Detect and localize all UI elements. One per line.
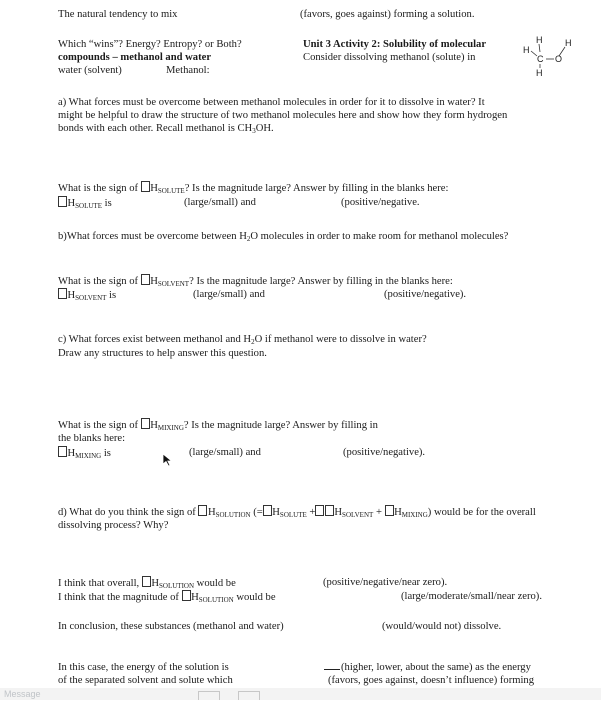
intro-water: water (solvent) <box>58 65 122 76</box>
methanol-structure <box>518 34 580 80</box>
part-a-sign-question: What is the sign of $H_{SOLUTE}$? Is the magnitude large? Answer by filling in the blanks here: <box>58 183 449 195</box>
delta-symbol-icon <box>385 505 394 516</box>
delta-symbol-icon <box>198 505 207 516</box>
part-b-sign-question: What is the sign of $H_{SOLVENT}$? Is the magnitude large? Answer by filling in the blanks here: <box>58 276 453 288</box>
part-c-sign-question: What is the sign of $H_{MIXING}$? Is the magnitude large? Answer by filling in <box>58 420 378 432</box>
energy-options1: (higher, lower, about the same) as the energy <box>324 661 531 674</box>
intro-consider: Consider dissolving methanol (solute) in <box>303 52 476 63</box>
delta-symbol-icon <box>58 446 67 457</box>
delta-symbol-icon <box>141 274 150 285</box>
delta-symbol-icon <box>141 418 150 429</box>
delta-symbol-icon <box>325 505 334 516</box>
message-placeholder[interactable]: Message <box>4 689 41 699</box>
delta-symbol-icon <box>142 576 151 587</box>
part-a-blank-label: $H_{SOLUTE}$ is <box>58 196 112 210</box>
part-b-blank-label: $H_{SOLVENT}$ is <box>58 288 116 302</box>
part-c-blank-label: $H_{MIXING}$ is <box>58 446 111 460</box>
think-magnitude-options: (large/moderate/small/near zero). <box>401 591 542 602</box>
part-a-line3: bonds with each other. Recall methanol is $CH_3OH$. <box>58 123 274 135</box>
part-c-line1: c) What forces exist between methanol and $H_2O$ if methanol were to dissolve in water? <box>58 334 427 346</box>
part-a-pos-neg: (positive/negative. <box>341 197 420 208</box>
unit-title: Unit 3 Activity 2: Solubility of molecular <box>303 39 487 50</box>
mouse-cursor-icon <box>162 453 174 467</box>
header-right: (favors, goes against) forming a solution. <box>300 9 475 20</box>
part-d-line2: dissolving process? Why? <box>58 520 169 531</box>
part-c-sign-line2: the blanks here: <box>58 433 126 444</box>
energy-options2: (favors, goes against, doesn’t influence) forming <box>328 675 535 686</box>
intro-compounds: compounds – methanol and water <box>58 52 212 63</box>
delta-symbol-icon <box>315 505 324 516</box>
part-c-large-small: (large/small) and <box>189 447 261 458</box>
molecule-o: O <box>555 54 563 64</box>
message-bar[interactable] <box>0 688 601 700</box>
part-c-line2: Draw any structures to help answer this question. <box>58 348 267 359</box>
intro-methanol: Methanol: <box>166 65 210 76</box>
molecule-h-right: H <box>565 38 572 48</box>
molecule-h-top: H <box>536 35 543 45</box>
part-a-line1: a) What forces must be overcome between methanol molecules in order for it to dissolve in water? It <box>58 97 485 108</box>
part-a-large-small: (large/small) and <box>184 197 256 208</box>
molecule-h-left: H <box>523 45 530 55</box>
delta-symbol-icon <box>58 196 67 207</box>
emoji-icon[interactable] <box>238 691 260 700</box>
delta-symbol-icon <box>141 181 150 192</box>
molecule-c: C <box>537 54 544 64</box>
think-overall-options: (positive/negative/near zero). <box>323 577 448 588</box>
think-magnitude: I think that the magnitude of $H_{SOLUTION}$ would be <box>58 592 276 604</box>
part-b-question: b)What forces must be overcome between $H_2O$ molecules in order to make room for methanol molecules? <box>58 231 509 243</box>
part-b-pos-neg: (positive/negative). <box>384 289 467 300</box>
think-overall: I think that overall, $H_{SOLUTION}$ would be <box>58 578 236 590</box>
keyboard-icon[interactable] <box>198 691 220 700</box>
part-b-large-small: (large/small) and <box>193 289 265 300</box>
energy-line1: In this case, the energy of the solution is <box>58 662 229 673</box>
delta-symbol-icon <box>58 288 67 299</box>
conclusion-options: (would/would not) dissolve. <box>382 621 502 632</box>
part-c-pos-neg: (positive/negative). <box>343 447 426 458</box>
energy-line2: of the separated solvent and solute which <box>58 675 233 686</box>
delta-symbol-icon <box>263 505 272 516</box>
molecule-h-bottom: H <box>536 68 543 78</box>
header-left: The natural tendency to mix <box>58 9 178 20</box>
delta-symbol-icon <box>182 590 191 601</box>
part-a-line2: might be helpful to draw the structure of two methanol molecules here and show how they form hydrogen <box>58 110 508 121</box>
conclusion-statement: In conclusion, these substances (methanol and water) <box>58 621 284 632</box>
intro-question: Which “wins”? Energy? Entropy? or Both? <box>58 39 242 50</box>
part-d-question: d) What do you think the sign of $H_{SOLUTION}$ (= $H_{SOLUTE} + H_{SOLVENT} + H_{MIXING}$) would be for the overall <box>58 507 536 519</box>
